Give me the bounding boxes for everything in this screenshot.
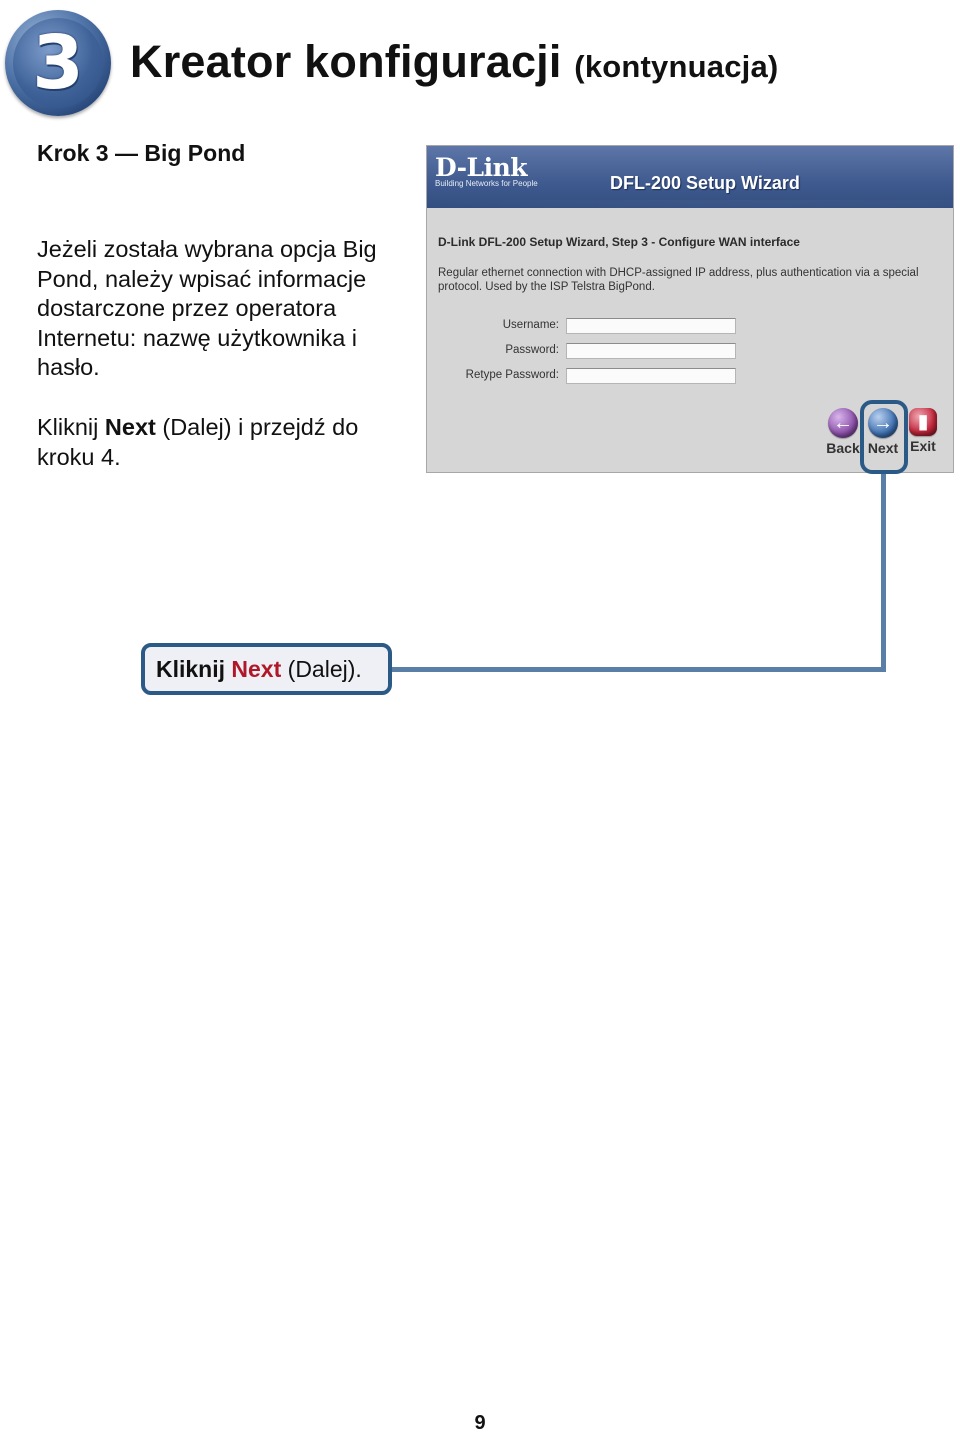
callout-connector-horizontal — [392, 667, 886, 672]
retype-password-input[interactable] — [566, 368, 736, 384]
exit-label: Exit — [910, 438, 936, 454]
wizard-title: DFL-200 Setup Wizard — [610, 173, 800, 193]
page-number: 9 — [474, 1412, 486, 1434]
next-instruction-prefix: Kliknij — [37, 414, 105, 440]
step-number: 3 — [32, 20, 84, 106]
exit-door-icon: ▮ — [909, 408, 937, 436]
username-label: Username: — [502, 319, 559, 331]
dlink-tagline: Building Networks for People — [435, 179, 538, 188]
wizard-header — [427, 146, 953, 208]
wizard-step-line: D-Link DFL-200 Setup Wizard, Step 3 - Configure WAN interface — [438, 235, 800, 249]
back-arrow-icon: ← — [828, 408, 858, 438]
callout-suffix: (Dalej). — [281, 656, 362, 682]
next-label: Next — [867, 440, 899, 456]
callout-connector-vertical — [881, 474, 886, 672]
step-badge — [5, 10, 111, 116]
password-label: Password: — [505, 344, 559, 356]
page-title-suffix: (kontynuacja) — [574, 49, 779, 84]
next-instruction-paragraph — [37, 413, 417, 472]
callout-box — [141, 643, 392, 695]
back-button[interactable] — [823, 408, 863, 456]
next-instruction-bold: Next — [104, 414, 156, 440]
page-title — [130, 36, 778, 88]
next-instruction-suffix: (Dalej) i przejdź do kroku 4. — [37, 414, 359, 470]
callout-highlight: Next — [231, 656, 282, 682]
instruction-paragraph: Jeżeli została wybrana opcja Big Pond, należy wpisać informacje dostarczone przez operatora Internetu: nazwę użytkownika i hasło. — [37, 236, 377, 380]
password-input[interactable] — [566, 343, 736, 359]
page-title-main: Kreator konfiguracji — [130, 36, 562, 87]
back-label: Back — [826, 440, 860, 456]
dlink-logo: D-Link — [435, 153, 528, 182]
callout-prefix: Kliknij — [156, 656, 232, 682]
username-input[interactable] — [566, 318, 736, 334]
next-button-highlight — [860, 400, 908, 474]
step-heading: Krok 3 — Big Pond — [37, 140, 246, 166]
retype-password-label: Retype Password: — [465, 369, 559, 381]
exit-button[interactable] — [903, 408, 943, 454]
next-arrow-icon: → — [868, 408, 898, 438]
wizard-description: Regular ethernet connection with DHCP-assigned IP address, plus authentication via a special protocol. Used by the ISP Telstra BigPond. — [438, 267, 919, 293]
